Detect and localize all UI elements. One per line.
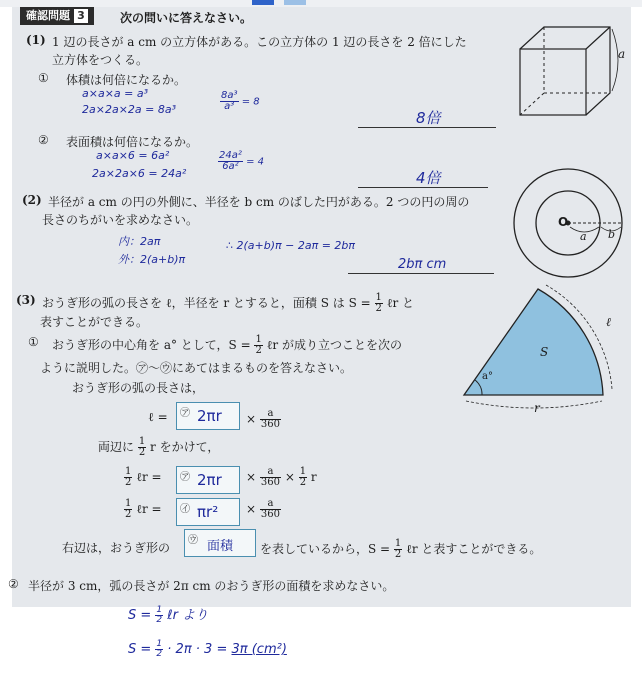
q3-2-text: 半径が 3 cm，弧の長さが 2π cm のおうぎ形の面積を求めなさい。	[28, 579, 395, 593]
bottom-hw-line1: S = $\frac{1}{2}$ ℓr より	[128, 605, 209, 625]
answer-box-a: ㋐ 2πr	[176, 402, 240, 430]
q1-2-number: ②	[38, 133, 49, 147]
q1-1-answer: 8倍	[416, 109, 441, 127]
problem-header	[20, 7, 94, 25]
right-side-text-b: を表しているから，S = $\frac{1}{2}$ ℓr と表すことができる。	[260, 538, 542, 560]
q2-hw-inner: 内：2aπ	[118, 235, 161, 248]
q1-1-text: 体積は何倍になるか。	[66, 73, 187, 87]
q3-intro: おうぎ形の弧の長さを ℓ，半径を r とすると，面積 S は S = $\frac{1}{2}$ ℓr と	[42, 292, 415, 314]
q2-hw-outer: 外：2(a+b)π	[118, 253, 186, 266]
eq3-tail: × $\frac{a}{360}$	[246, 498, 280, 520]
eq1-times: × $\frac{a}{360}$	[246, 408, 280, 430]
header-number: 3	[74, 9, 88, 23]
sector-area-label: S	[540, 345, 549, 359]
circle-radius-b-label: b	[608, 228, 616, 241]
q1-2-hw-line1: a×a×6 = 6a²	[96, 149, 170, 162]
q1-2-answer: 4倍	[416, 169, 441, 187]
answer-box-b: ㋑ πr²	[176, 498, 240, 526]
both-sides-text: 両辺に $\frac{1}{2}$ r をかけて，	[98, 436, 220, 458]
sector-angle-label: a°	[482, 371, 493, 382]
q1-2-answer-line	[358, 187, 488, 188]
header-instruction: 次の問いに答えなさい。	[120, 11, 253, 25]
circle-center-label: O	[558, 215, 569, 229]
q1-1-hw-fraction: $\frac{\text{8a³}}{\text{a³}}$ = 8	[221, 90, 260, 112]
q2-number: (2)	[22, 193, 42, 207]
q1-1-number: ①	[38, 71, 49, 85]
q1-2-text: 表面積は何倍になるか。	[66, 135, 199, 149]
q1-1-hw-line1: a×a×a = a³	[82, 87, 149, 100]
q3-number: (3)	[16, 293, 36, 307]
eq1-lhs: ℓ =	[148, 410, 168, 424]
q1-number: (1)	[26, 33, 46, 47]
toolbar-tab[interactable]	[284, 0, 306, 5]
q3-intro-line2: 表すことができる。	[40, 315, 149, 329]
q2-hw-calc: ∴ 2(a+b)π − 2aπ = 2bπ	[226, 239, 356, 252]
q2-text-line1: 半径が a cm の円の外側に、半径を b cm のばした円がある。2 つの円の周の	[48, 195, 470, 209]
header-label: 確認問題	[26, 9, 70, 22]
q1-text-line1: 1 辺の長さが a cm の立方体がある。この立方体の 1 辺の長さを 2 倍にした	[52, 35, 467, 49]
q3-1-text-line3: おうぎ形の弧の長さは，	[72, 381, 205, 395]
sector-radius-label: r	[534, 401, 540, 415]
q1-2-hw-fraction: $\frac{\text{24a²}}{\text{6a²}}$ = 4	[219, 150, 264, 172]
answer-box-c: ㋒ 面積	[184, 529, 256, 557]
right-side-text-a: 右辺は，おうぎ形の	[62, 541, 171, 555]
q1-1-hw-line2: 2a×2a×2a = 8a³	[82, 103, 177, 116]
q1-1-answer-line	[358, 127, 496, 128]
q1-text-line2: 立方体をつくる。	[52, 53, 149, 67]
eq2-tail: × $\frac{a}{360}$ × $\frac{1}{2}$ r	[246, 466, 317, 488]
worksheet-photo	[8, 7, 631, 607]
q2-text-line2: 長さのちがいを求めなさい。	[42, 213, 199, 227]
sector-arc-label: ℓ	[606, 315, 611, 329]
answer-box-a-repeat: ㋐ 2πr	[176, 466, 240, 494]
q3-1-text-line2: ように説明した。㋐〜㋒にあてはまるものを答えなさい。	[40, 361, 353, 375]
toolbar-tab-active[interactable]	[252, 0, 274, 5]
q3-1-number: ①	[28, 335, 39, 349]
bottom-hw-line2: S = $\frac{1}{2}$ · 2π · 3 = 3π (cm²)	[128, 639, 287, 659]
q2-answer: 2bπ cm	[398, 257, 447, 272]
viewer-top-bar	[0, 0, 642, 7]
circle-radius-a-label: a	[580, 230, 587, 243]
q2-answer-line	[348, 273, 494, 274]
q1-2-hw-line2: 2a×2a×6 = 24a²	[92, 167, 187, 180]
q3-2-number: ②	[8, 577, 19, 591]
cube-figure	[512, 19, 631, 123]
cube-edge-label: a	[618, 47, 626, 61]
q3-1-text: おうぎ形の中心角を a° として，S = $\frac{1}{2}$ ℓr が成り立つことを次の	[52, 334, 402, 356]
eq3-lhs: $\frac{1}{2}$ ℓr =	[125, 498, 162, 520]
sector-figure	[458, 283, 618, 413]
eq2-lhs: $\frac{1}{2}$ ℓr =	[125, 466, 162, 488]
